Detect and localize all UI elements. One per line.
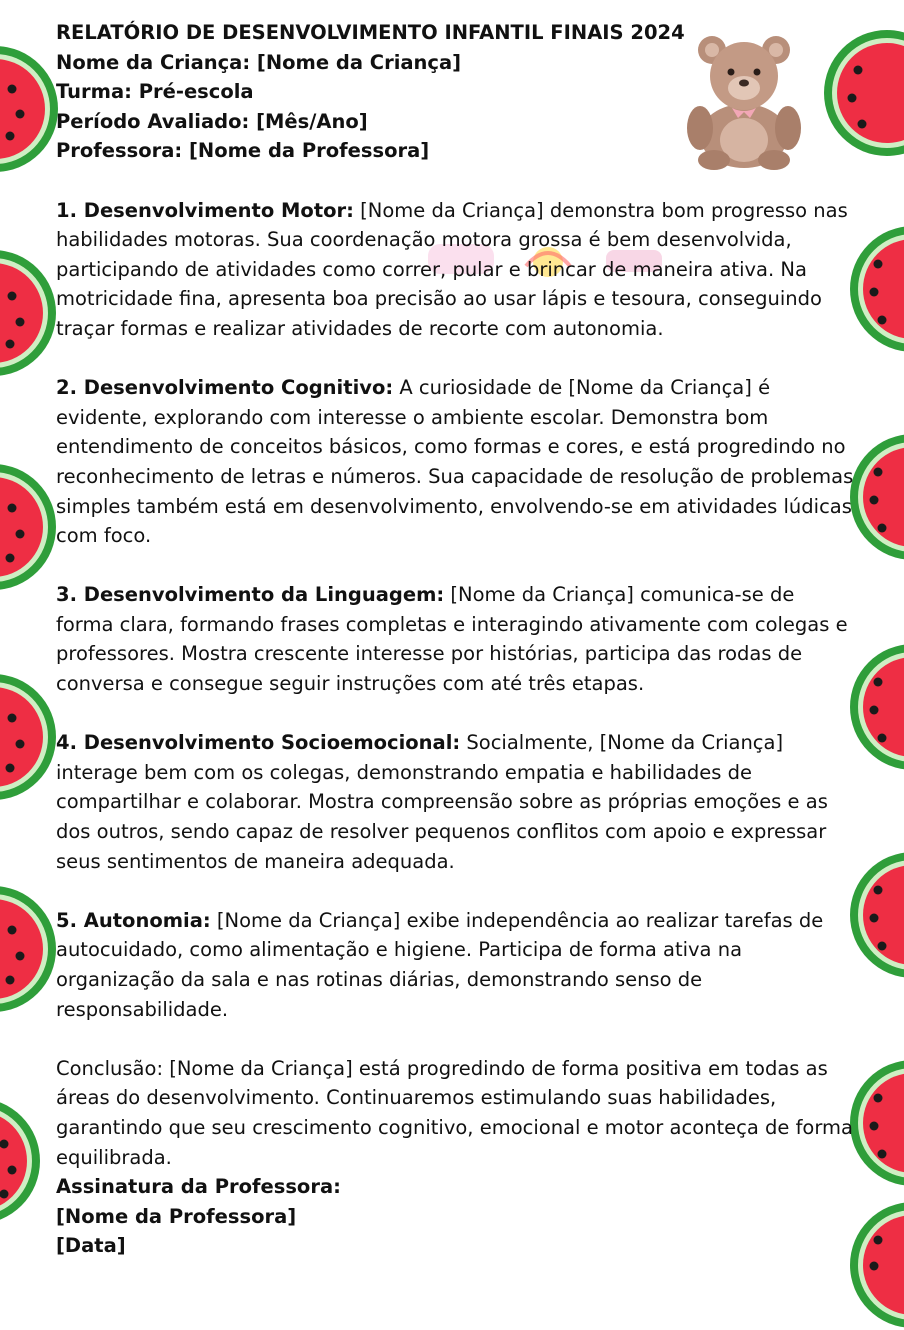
signature-name: [Nome da Professora] (56, 1204, 297, 1228)
signature-date: [Data] (56, 1234, 126, 1258)
watermelon-slice-icon (0, 1096, 42, 1226)
section-body: [Nome da Criança] exibe independência ao realizar tarefas de autocuidado, como alimentação e higiene. Participa de forma ativa na organização da sala e nas rotinas diárias, demonstrando senso de responsabilidade. (56, 908, 824, 1021)
watermelon-slice-icon (848, 432, 904, 562)
section-body: Socialmente, [Nome da Criança] interage bem com os colegas, demonstrando empatia e habilidades de compartilhar e colaborar. Mostra compreensão sobre as próprias emoções e as dos outros, sendo capaz de resolver pequenos conflitos com apoio e expressar seus sentimentos de maneira adequada. (56, 731, 828, 873)
section-socioemotional (56, 728, 856, 876)
section-title: 5. Autonomia: (56, 908, 211, 932)
watermelon-slice-icon (0, 884, 58, 1014)
period-line: Período Avaliado: [Mês/Ano] (56, 109, 368, 133)
section-title: 2. Desenvolvimento Cognitivo: (56, 376, 394, 400)
watermelon-slice-icon (0, 248, 58, 378)
watermelon-slice-icon (848, 1058, 904, 1188)
watermelon-slice-icon (848, 642, 904, 772)
report-header (56, 18, 856, 166)
class-line: Turma: Pré-escola (56, 80, 254, 104)
section-language (56, 580, 856, 698)
watermelon-slice-icon (0, 44, 60, 174)
section-body: [Nome da Criança] comunica-se de forma clara, formando frases completas e interagindo ativamente com colegas e professores. Mostra crescente interesse por histórias, participa das rodas de conversa e consegue seguir instruções com até três etapas. (56, 583, 848, 696)
section-autonomy (56, 906, 856, 1024)
watermelon-slice-icon (848, 850, 904, 980)
report-document (56, 18, 856, 1261)
teacher-line: Professora: [Nome da Professora] (56, 139, 430, 163)
section-title: 4. Desenvolvimento Socioemocional: (56, 731, 461, 755)
watermelon-slice-icon (848, 1200, 904, 1330)
section-motor (56, 196, 856, 344)
conclusion-paragraph: Conclusão: [Nome da Criança] está progredindo de forma positiva em todas as áreas do desenvolvimento. Continuaremos estimulando suas habilidades, garantindo que seu crescimento cognitivo, emocional e motor aconteça de forma equilibrada. (56, 1056, 853, 1169)
watermelon-slice-icon (0, 462, 58, 592)
watermelon-slice-icon (0, 672, 58, 802)
signature-block (56, 1172, 856, 1261)
section-cognitive (56, 373, 856, 551)
watermelon-slice-icon (848, 224, 904, 354)
section-title: 3. Desenvolvimento da Linguagem: (56, 583, 445, 607)
section-body: A curiosidade de [Nome da Criança] é evidente, explorando com interesse o ambiente escolar. Demonstra bom entendimento de conceitos básicos, como formas e cores, e está progredindo no reconhecimento de letras e números. Sua capacidade de resolução de problemas simples também está em desenvolvimento, envolvendo-se em atividades lúdicas com foco. (56, 376, 854, 548)
section-body: [Nome da Criança] demonstra bom progresso nas habilidades motoras. Sua coordenação motora grossa é bem desenvolvida, participando de atividades como correr, pular e brincar de maneira ativa. Na motricidade fina, apresenta boa precisão ao usar lápis e tesoura, conseguindo traçar formas e realizar atividades de recorte com autonomia. (56, 198, 848, 340)
child-name-line: Nome da Criança: [Nome da Criança] (56, 50, 462, 74)
signature-label: Assinatura da Professora: (56, 1175, 341, 1199)
section-title: 1. Desenvolvimento Motor: (56, 198, 354, 222)
report-title: RELATÓRIO DE DESENVOLVIMENTO INFANTIL FINAIS 2024 (56, 21, 685, 44)
